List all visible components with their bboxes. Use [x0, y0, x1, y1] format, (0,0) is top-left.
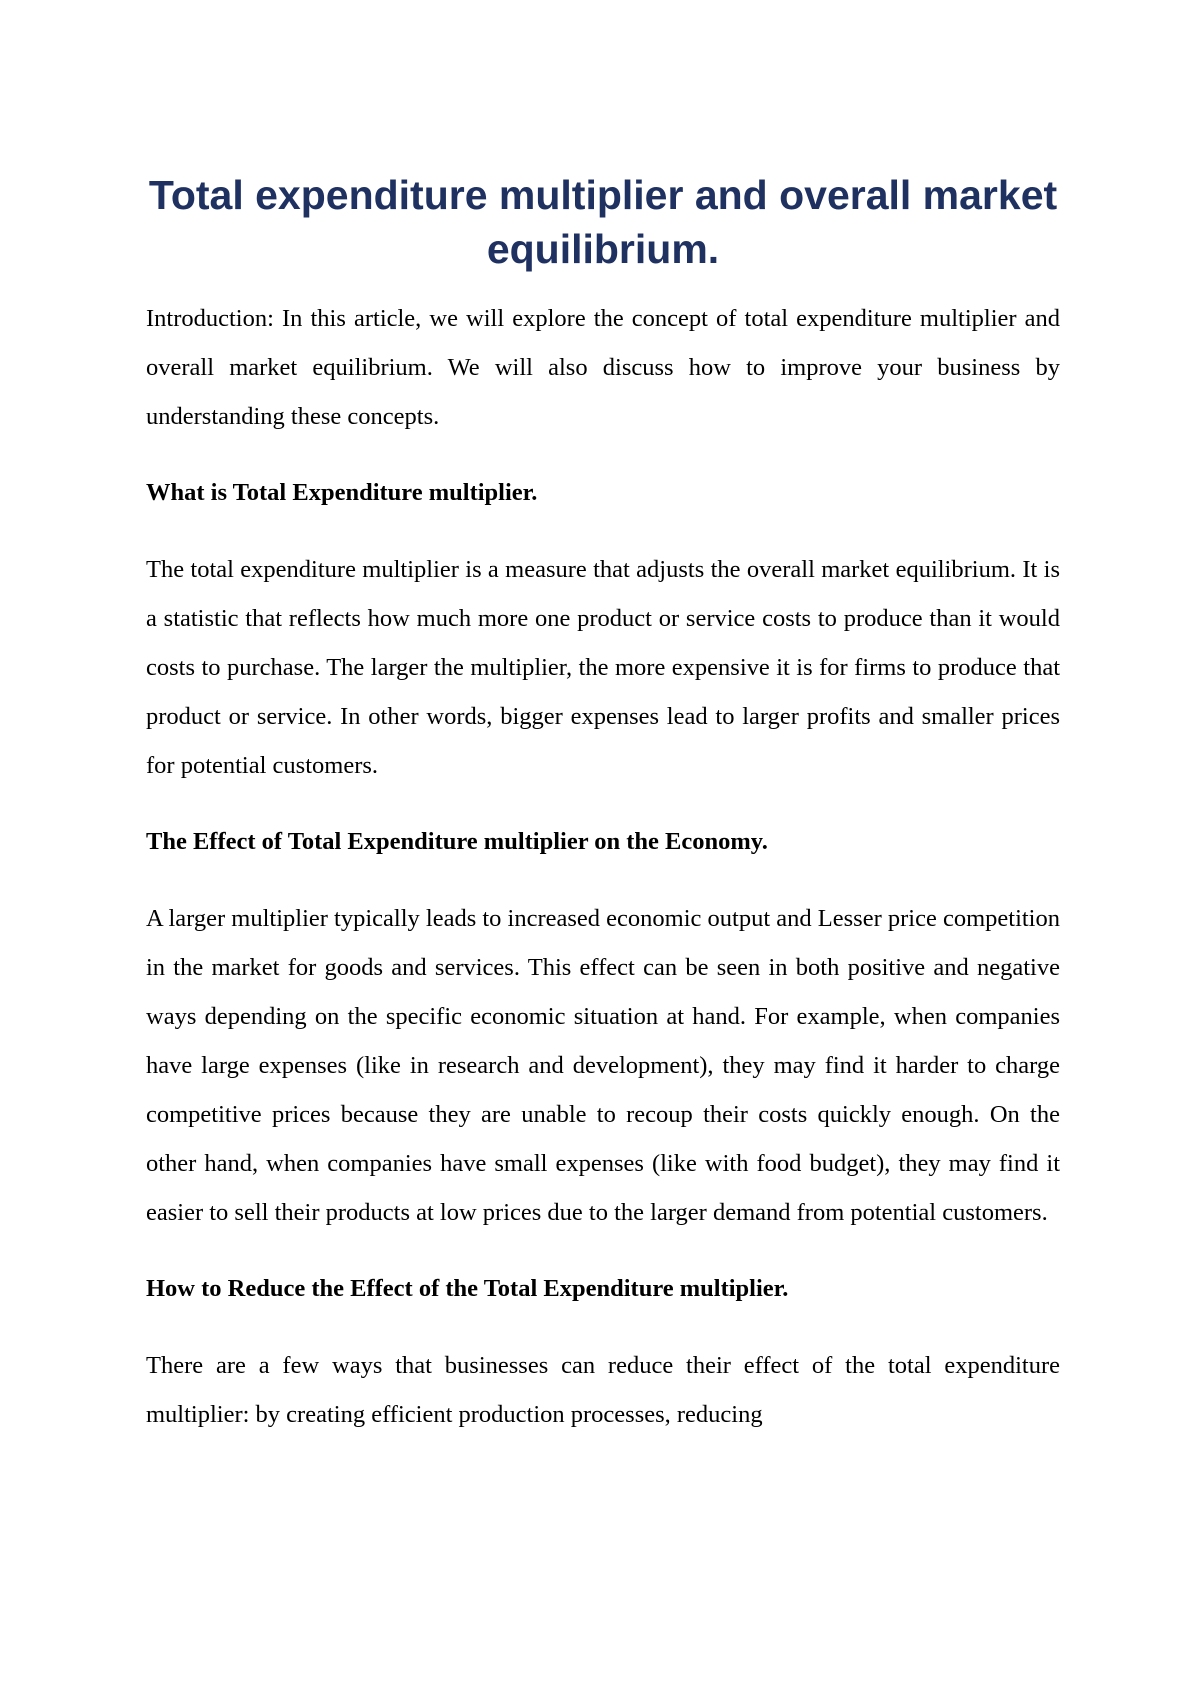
section-heading-effect: The Effect of Total Expenditure multiplier on the Economy.: [146, 828, 768, 855]
section-heading-what-is: What is Total Expenditure multiplier.: [146, 479, 538, 506]
document-body: [146, 168, 1060, 1439]
section-paragraph-effect: A larger multiplier typically leads to increased economic output and Lesser price competition in the market for goods and services. This effect can be seen in both positive and negative ways depending on the specific economic situation at hand. For example, when companies have large expenses (like in research and development), they may find it harder to charge competitive prices because they are unable to recoup their costs quickly enough. On the other hand, when companies have small expenses (like with food budget), they may find it easier to sell their products at low prices due to the larger demand from potential customers.: [146, 905, 1060, 1226]
section-paragraph-reduce: There are a few ways that businesses can reduce their effect of the total expenditure multiplier: by creating efficient production processes, reducing: [146, 1352, 1060, 1428]
intro-paragraph: Introduction: In this article, we will explore the concept of total expenditure multiplier and overall market equilibrium. We will also discuss how to improve your business by understanding these concepts.: [146, 305, 1060, 430]
section-paragraph-what-is: The total expenditure multiplier is a measure that adjusts the overall market equilibrium. It is a statistic that reflects how much more one product or service costs to produce than it would costs to purchase. The larger the multiplier, the more expensive it is for firms to produce that product or service. In other words, bigger expenses lead to larger profits and smaller prices for potential customers.: [146, 556, 1060, 779]
section-heading-reduce: How to Reduce the Effect of the Total Expenditure multiplier.: [146, 1275, 789, 1302]
document-title: Total expenditure multiplier and overall market equilibrium.: [148, 172, 1058, 272]
